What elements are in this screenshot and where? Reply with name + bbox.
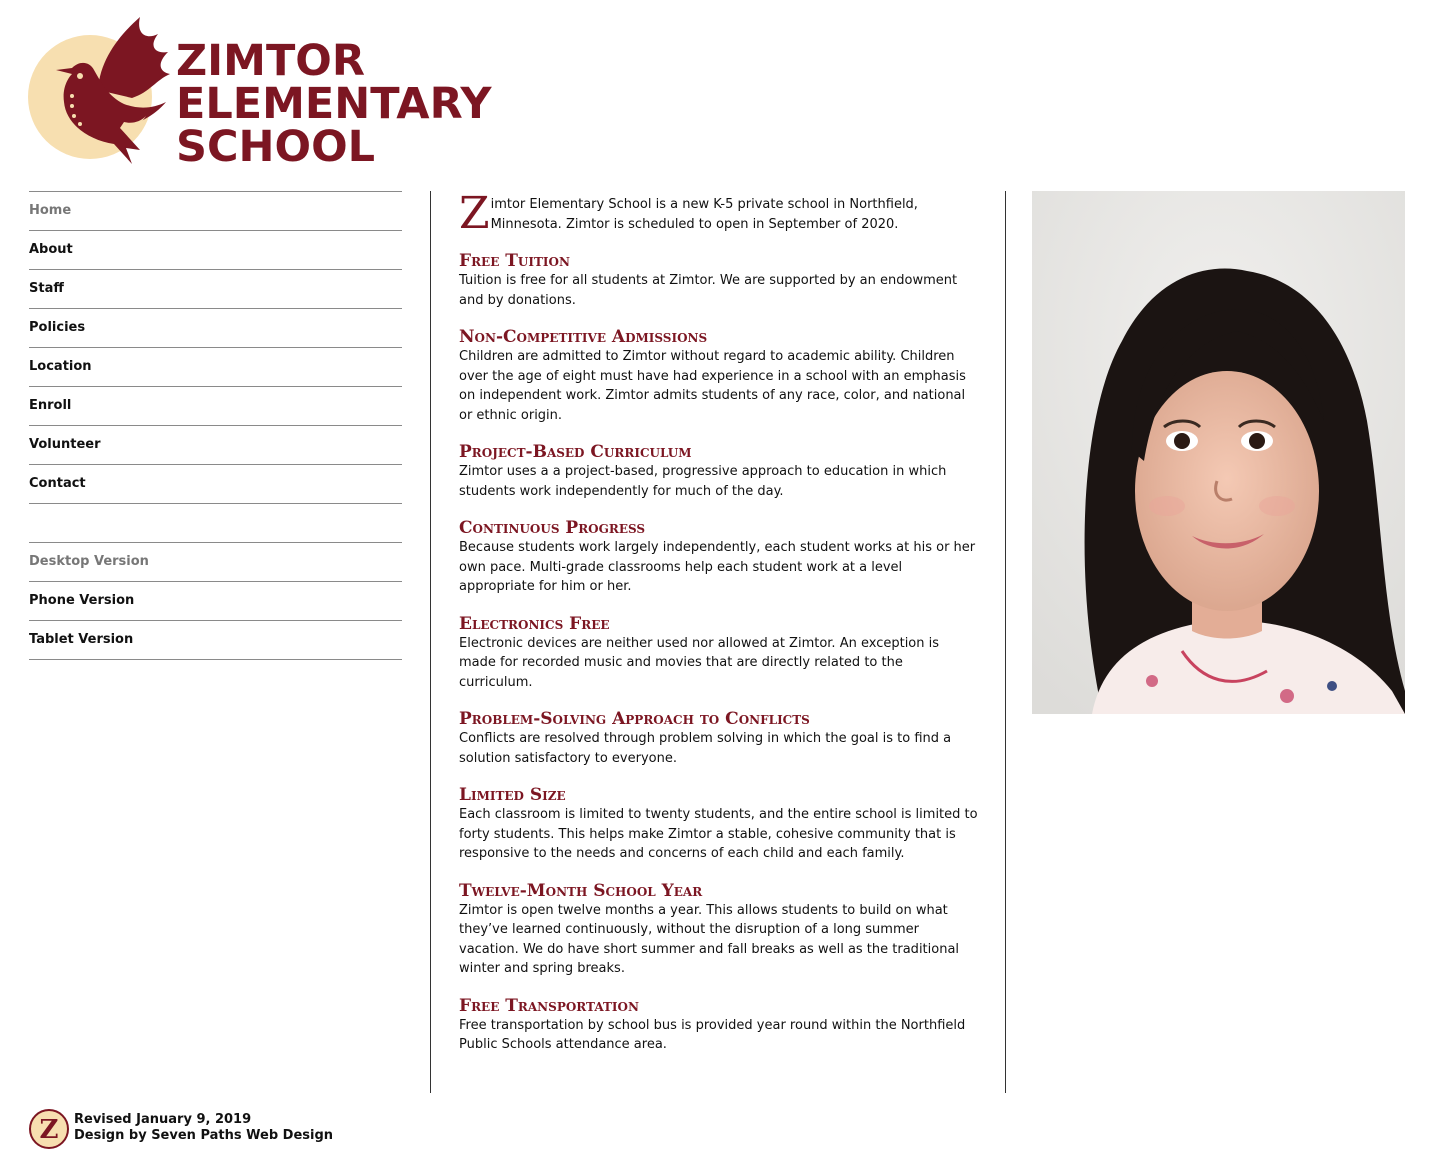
badge-letter: Z (39, 1115, 59, 1145)
nav-item-staff[interactable]: Staff (29, 269, 402, 308)
nav-divider (29, 659, 402, 660)
logo-text-line2: ELEMENTARY (176, 79, 492, 129)
design-credit: Design by Seven Paths Web Design (74, 1128, 334, 1143)
section-heading: Twelve-Month School Year (459, 880, 703, 901)
section-body: Free transportation by school bus is provided year round within the Northfield Public Schools attendance area. (459, 1017, 966, 1052)
section-electronics-free (459, 614, 979, 693)
nav-item-home[interactable]: Home (29, 191, 402, 230)
section-body: Because students work largely independently, each student works at his or her own pace. Multi-grade classrooms help each student work at a level appropriate for him or her. (459, 540, 976, 594)
section-heading: Project-Based Curriculum (459, 442, 692, 462)
section-limited-size (459, 785, 979, 864)
section-body: Conflicts are resolved through problem solving in which the goal is to find a solution satisfactory to everyone. (459, 731, 952, 766)
main-content (430, 188, 1006, 1093)
section-body: Each classroom is limited to twenty students, and the entire school is limited to forty students. This helps make Zimtor a stable, cohesive community that is responsive to the needs and concerns of each child and each family. (459, 807, 978, 861)
nav-item-enroll[interactable]: Enroll (29, 386, 402, 425)
student-photo (1032, 191, 1405, 714)
section-body: Tuition is free for all students at Zimtor. We are supported by an endowment and by donations. (459, 273, 958, 308)
page-footer (29, 1109, 529, 1151)
intro-dropcap: Z (459, 188, 490, 239)
section-admissions (459, 327, 979, 425)
section-curriculum (459, 442, 979, 501)
nav-item-desktop-version[interactable]: Desktop Version (29, 542, 402, 581)
logo-text-line3: SCHOOL (176, 122, 376, 172)
section-heading: Electronics Free (459, 613, 610, 634)
school-logo[interactable] (28, 12, 492, 177)
section-heading: Continuous Progress (459, 518, 646, 538)
section-heading: Free Transportation (459, 995, 639, 1016)
nav-item-about[interactable]: About (29, 230, 402, 269)
nav-item-volunteer[interactable]: Volunteer (29, 425, 402, 464)
section-conflicts (459, 709, 979, 768)
main-navigation (29, 191, 402, 660)
section-school-year (459, 881, 979, 979)
section-body: Children are admitted to Zimtor without regard to academic ability. Children over the age of eight must have had experience in a school with an emphasis on independent work. Zimtor admits students of any race, color, and national or ethnic origin. (459, 349, 966, 423)
intro-paragraph (459, 188, 979, 239)
section-free-tuition (459, 251, 979, 310)
zimtor-badge-icon (29, 1109, 69, 1149)
section-body: Electronic devices are neither used nor allowed at Zimtor. An exception is made for recorded music and movies that are directly related to the curriculum. (459, 635, 940, 690)
nav-item-policies[interactable]: Policies (29, 308, 402, 347)
section-body: Zimtor uses a a project-based, progressive approach to education in which students work independently for much of the day. (459, 464, 947, 499)
nav-item-location[interactable]: Location (29, 347, 402, 386)
nav-item-contact[interactable]: Contact (29, 464, 402, 503)
section-heading: Limited Size (459, 785, 566, 805)
nav-item-phone-version[interactable]: Phone Version (29, 581, 402, 620)
section-body: Zimtor is open twelve months a year. This allows students to build on what they’ve learned continuously, without the disruption of a long summer vacation. We do have short summer and fall breaks as well as the traditional winter and spring breaks. (459, 902, 960, 976)
section-heading: Free Tuition (459, 251, 570, 271)
intro-text: imtor Elementary School is a new K-5 private school in Northfield, Minnesota. Zimtor is scheduled to open in September of 2020. (490, 197, 918, 232)
girl-portrait-image (1032, 191, 1405, 714)
section-continuous-progress (459, 518, 979, 597)
section-heading: Non-Competitive Admissions (459, 327, 708, 347)
revised-date: Revised January 9, 2019 (74, 1112, 252, 1127)
nav-item-tablet-version[interactable]: Tablet Version (29, 620, 402, 659)
section-heading: Problem-Solving Approach to Conflicts (459, 709, 810, 729)
nav-spacer (29, 504, 402, 542)
section-transportation (459, 996, 979, 1055)
bird-emblem-icon (28, 12, 178, 172)
logo-text-line1: ZIMTOR (176, 36, 365, 86)
